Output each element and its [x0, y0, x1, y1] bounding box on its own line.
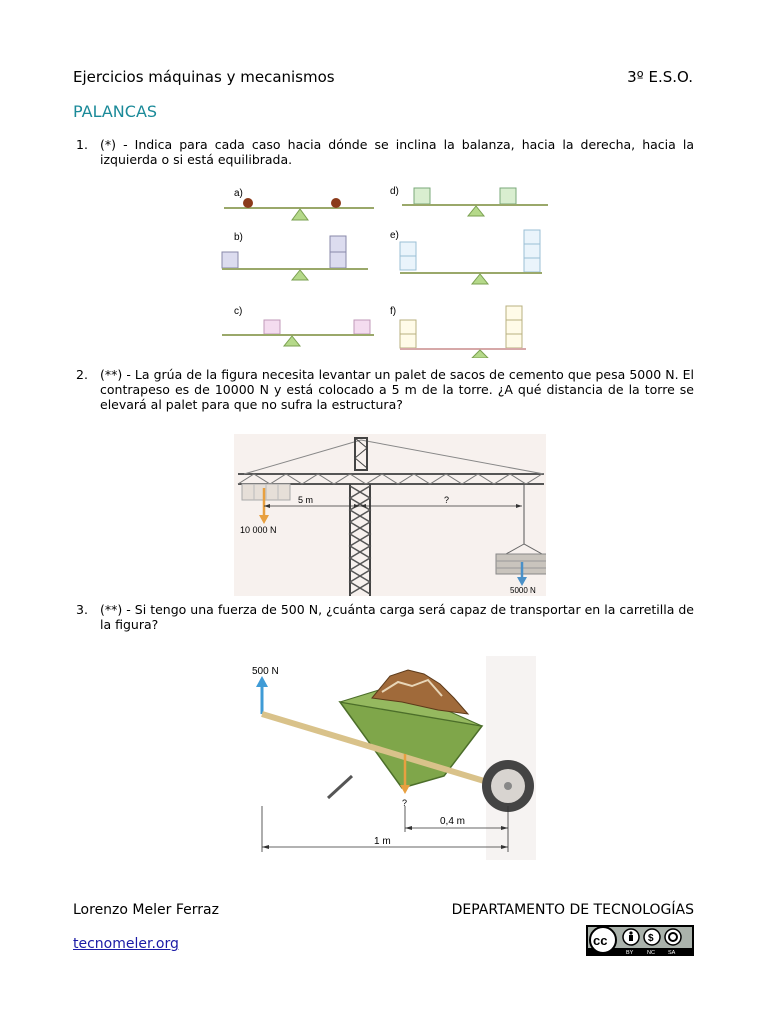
question-number: 1. — [76, 137, 88, 152]
question-number: 3. — [76, 602, 88, 617]
balance-figure — [218, 180, 552, 358]
label-d: d) — [390, 186, 399, 197]
question-1 — [76, 137, 694, 167]
cc-license-badge — [586, 925, 694, 956]
website-link[interactable]: tecnomeler.org — [73, 936, 179, 952]
question-2 — [76, 367, 694, 412]
fulcrum-c — [284, 336, 300, 346]
fulcrum-e — [472, 274, 488, 284]
fulcrum-f — [472, 350, 488, 358]
long-arm-label: 1 m — [374, 836, 391, 847]
author-name: Lorenzo Meler Ferraz — [73, 902, 219, 918]
department-name: DEPARTAMENTO DE TECNOLOGÍAS — [451, 902, 694, 918]
sa-icon — [665, 929, 681, 945]
fulcrum-a — [292, 209, 308, 220]
section-title: PALANCAS — [73, 102, 158, 121]
course-label: 3º E.S.O. — [627, 68, 693, 86]
cc-text: cc — [593, 933, 608, 948]
by-text: BY — [626, 950, 634, 956]
document-title: Ejercicios máquinas y mecanismos — [73, 68, 335, 86]
label-a: a) — [234, 188, 243, 199]
short-arm-label: 0,4 m — [440, 816, 466, 827]
question-text: (*) - Indica para cada caso hacia dónde se inclina la balanza, hacia la derecha, hacia la izquierda o si está equilibrada. — [100, 137, 694, 167]
question-3 — [76, 602, 694, 632]
load-label: ? — [402, 798, 408, 808]
question-text: (**) - La grúa de la figura necesita levantar un palet de sacos de cemento que pesa 5000 N. El contrapeso es de 10000 N y está colocado a 5 m de la torre. ¿A qué distancia de la torre se elevará al palet para que no sufra la estructura? — [100, 367, 694, 412]
force-label: 500 N — [252, 666, 279, 677]
load-label: 5000 N — [510, 586, 536, 595]
ball-right — [331, 198, 341, 208]
distance-5m-label: 5 m — [298, 495, 314, 505]
fulcrum-b — [292, 270, 308, 280]
question-text: (**) - Si tengo una fuerza de 500 N, ¿cuánta carga será capaz de transportar en la carretilla de la figura? — [100, 602, 694, 632]
ball-left — [243, 198, 253, 208]
label-b: b) — [234, 232, 243, 243]
unknown-distance-label: ? — [444, 495, 450, 505]
crane-figure — [234, 434, 546, 596]
counterweight-label: 10 000 N — [240, 525, 277, 535]
label-f: f) — [390, 306, 397, 317]
sa-text: SA — [668, 950, 676, 956]
nc-text: NC — [647, 950, 655, 956]
wheelbarrow-figure — [242, 656, 536, 860]
svg-text:$: $ — [648, 933, 654, 944]
label-e: e) — [390, 230, 399, 241]
label-c: c) — [234, 306, 243, 317]
fulcrum-d — [468, 206, 484, 216]
question-number: 2. — [76, 367, 88, 382]
